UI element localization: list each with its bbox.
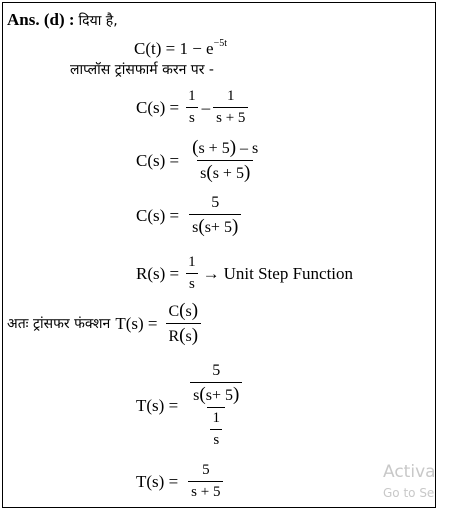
eq1-lhs: C(s) = xyxy=(136,98,180,117)
eq1-frac-1-den: s xyxy=(186,107,198,126)
eq4-label: Unit Step Function xyxy=(223,264,354,283)
eq4-denominator: s xyxy=(186,273,198,292)
equation-cs-combined xyxy=(136,139,261,182)
eq6-top-den-inner: s+ 5 xyxy=(205,387,233,404)
answer-header xyxy=(7,11,118,29)
equation-cs-simplified xyxy=(136,195,241,236)
transfer-den-pre: R xyxy=(168,328,180,345)
eq7-frac xyxy=(188,463,223,500)
eq6-bottom-frac xyxy=(209,411,223,448)
laplace-text: लाप्लॉस ट्रांसफार्म करन पर - xyxy=(70,62,214,78)
transfer-frac xyxy=(166,302,202,345)
answer-label: Ans. (d) : xyxy=(7,10,75,29)
eq7-numerator: 5 xyxy=(202,462,210,478)
eq1-frac-2-den: s + 5 xyxy=(213,107,248,126)
eq7-denominator: s + 5 xyxy=(188,481,223,500)
eq1-frac-1 xyxy=(185,89,199,126)
eq6-lhs: T(s) = xyxy=(136,396,179,415)
eq3-denominator: s(s+ 5) xyxy=(189,214,241,236)
eq6-top xyxy=(188,363,244,407)
eq2-den-inner: s + 5 xyxy=(212,165,244,182)
ct-exponent: −5t xyxy=(213,38,228,49)
watermark-line-1: Activa xyxy=(383,462,436,482)
eq1-frac-2-num: 1 xyxy=(227,88,235,104)
eq4-arrow: → xyxy=(202,264,220,283)
eq1-frac-1-num: 1 xyxy=(188,88,196,104)
solution-panel xyxy=(2,2,436,508)
eq2-num-tail: – s xyxy=(236,140,259,157)
transfer-den-inner: s xyxy=(185,328,192,345)
eq4-frac xyxy=(185,255,199,292)
eq1-frac-2 xyxy=(213,89,248,126)
transfer-numerator: C(s) xyxy=(168,300,199,321)
eq6-top-den-pre: s xyxy=(193,387,200,404)
given-text: दिया है, xyxy=(78,13,118,29)
eq6-bottom xyxy=(207,407,225,448)
transfer-lhs: T(s) = xyxy=(115,314,158,333)
eq6-bottom-den: s xyxy=(210,429,222,448)
eq2-denominator: s(s + 5) xyxy=(197,160,253,182)
ct-equation-lhs: C(t) = 1 − e xyxy=(134,39,214,58)
eq6-top-den: s(s+ 5) xyxy=(190,382,242,404)
equation-rs xyxy=(136,255,353,292)
eq3-den-inner: s+ 5 xyxy=(204,219,232,236)
eq2-lhs: C(s) = xyxy=(136,151,180,170)
eq3-numerator: 5 xyxy=(211,194,220,211)
transfer-function-line xyxy=(7,302,201,345)
eq2-den-pre: s xyxy=(200,165,207,182)
eq1-minus: – xyxy=(201,98,211,117)
eq6-top-frac xyxy=(190,363,242,404)
eq4-numerator: 1 xyxy=(188,254,196,270)
eq3-frac xyxy=(189,195,241,236)
eq2-num-inner: s + 5 xyxy=(198,140,230,157)
eq6-complex-frac xyxy=(188,363,244,448)
eq3-den-pre: s xyxy=(192,219,199,236)
equation-ts-complex xyxy=(136,363,244,448)
eq2-frac xyxy=(189,139,261,182)
eq4-lhs: R(s) = xyxy=(136,264,180,283)
watermark-line-2: Go to Se xyxy=(383,486,435,500)
transfer-hindi-text: अतः ट्रांसफर फंक्शन xyxy=(7,315,111,332)
eq3-lhs: C(s) = xyxy=(136,206,180,225)
eq7-lhs: T(s) = xyxy=(136,472,179,491)
transfer-num-inner: s xyxy=(185,303,192,320)
equation-ts-final xyxy=(136,463,223,500)
eq6-bottom-num: 1 xyxy=(212,410,220,426)
eq6-top-num: 5 xyxy=(212,362,221,379)
transfer-denominator: R(s) xyxy=(166,323,202,345)
ct-equation xyxy=(134,40,227,57)
equation-cs-partial xyxy=(136,89,248,126)
eq2-numerator: (s + 5) – s xyxy=(192,137,259,158)
transfer-num-pre: C xyxy=(168,303,180,320)
activation-watermark xyxy=(383,462,436,500)
